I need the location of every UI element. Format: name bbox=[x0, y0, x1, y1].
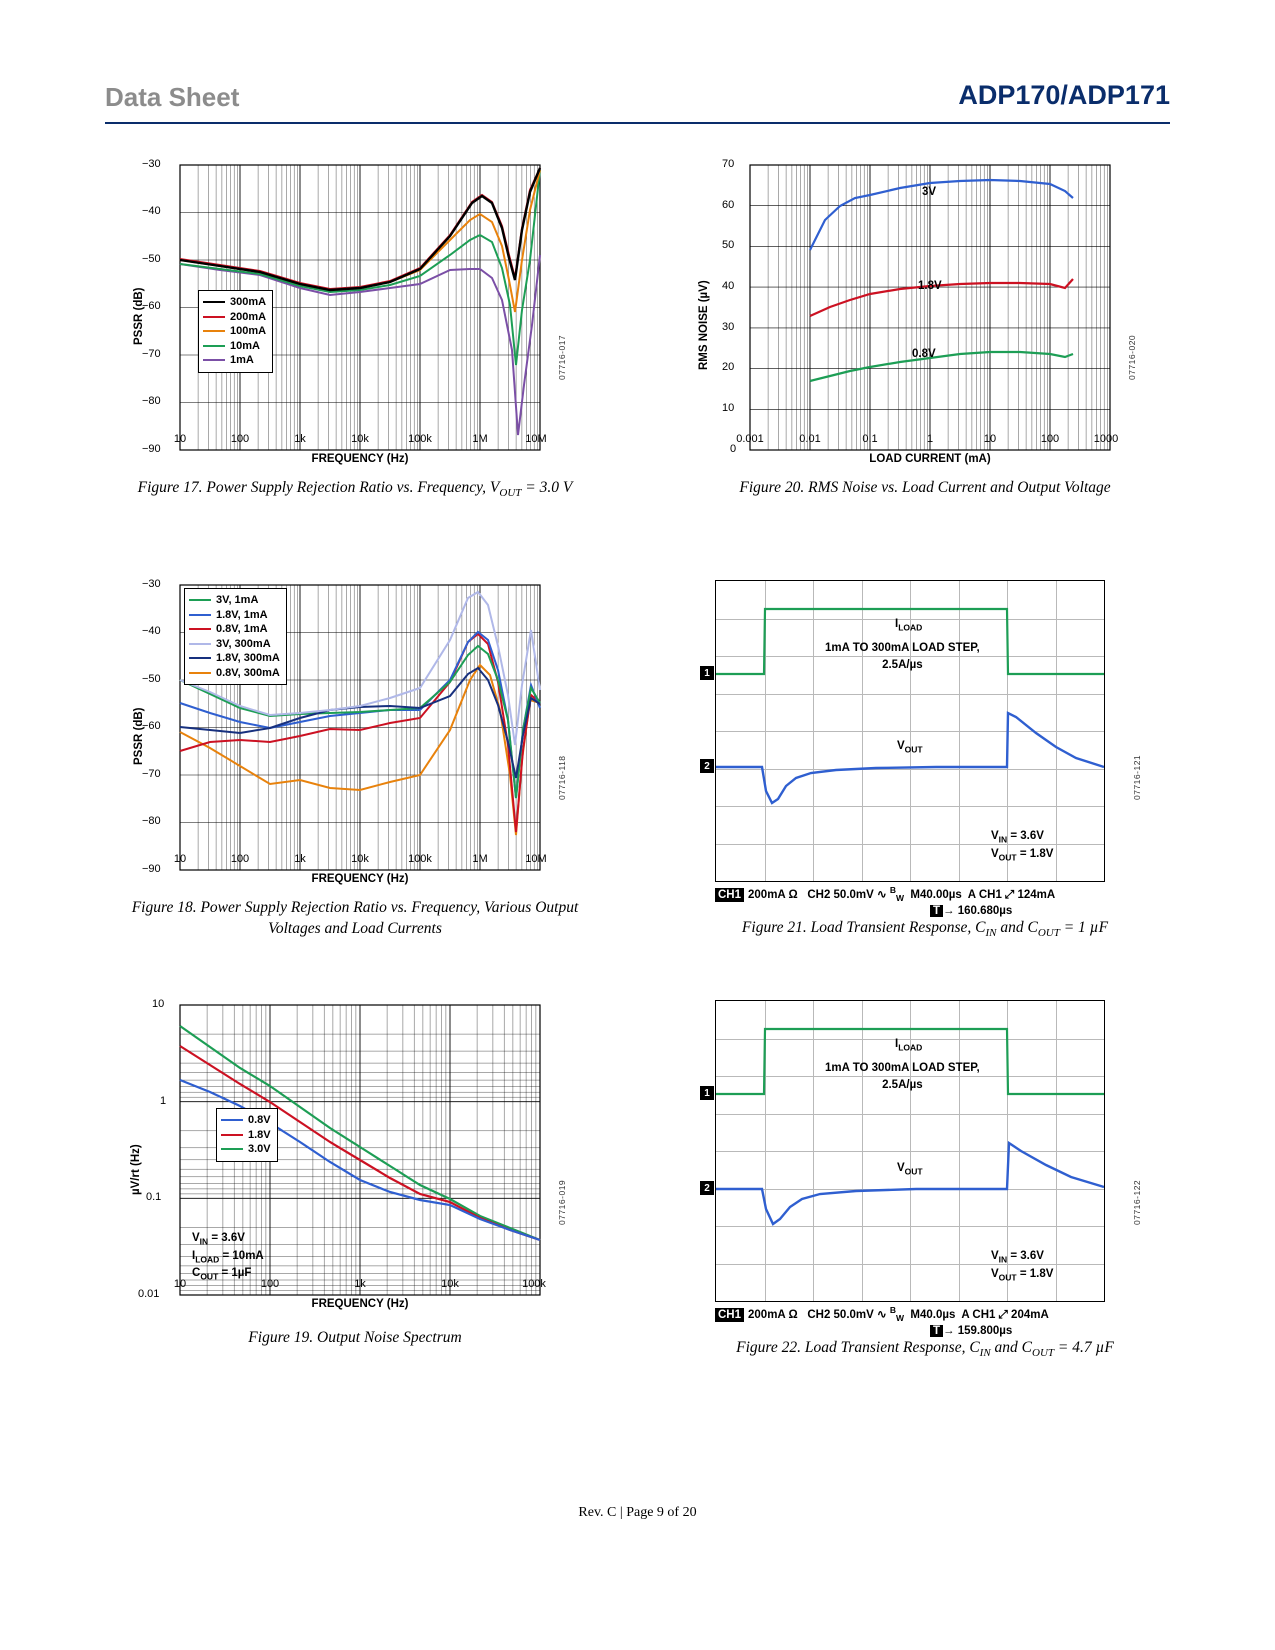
figure-22-ch1-badge: CH1 bbox=[715, 1308, 744, 1322]
figure-20-plot: RMS NOISE (µV) LOAD CURRENT (mA) 70 60 50 40 30 20 10 0 0.001 0.01 0.1 1 10 100 1000 3V 1.8V 0.8V 07716-020 bbox=[690, 150, 1160, 470]
figure-21-vout-label: $V_{OUT}$ bbox=[897, 740, 923, 755]
figure-18-legend: 3V, 1mA 1.8V, 1mA 0.8V, 1mA 3V, 300mA 1.8V, 300mA 0.8V, 300mA bbox=[184, 588, 287, 685]
figure-22-conditions: $V_{IN} = 3.6V$ $V_{OUT} = 1.8V$ bbox=[991, 1250, 1054, 1282]
figure-17-svg bbox=[120, 150, 590, 470]
figure-22-marker-1: 1 bbox=[700, 1086, 714, 1100]
figure-19-code: 07716-019 bbox=[557, 1179, 567, 1225]
figure-18-plot: PSSR (dB) FREQUENCY (Hz) −30 −40 −50 −60 −70 −80 −90 10 100 1k 10k 100k 1M 10M 3V, 1mA 1.8V, 1mA 0.8V, 1mA 3V, 300mA 1.8V, 300mA 0.8V, 300mA 07716-118 bbox=[120, 570, 590, 890]
page-footer: Rev. C | Page 9 of 20 bbox=[578, 1505, 697, 1520]
figure-18 bbox=[120, 570, 590, 970]
figure-20-svg bbox=[690, 150, 1160, 470]
document-type-label: Data Sheet bbox=[105, 82, 240, 112]
figure-22-scope-readout: CH1 200mA Ω CH2 50.0mV ∿ $^B_W$ M40.0µs A CH1 ⤢ 204mA T → 159.800µs bbox=[715, 1305, 1115, 1337]
figure-22-marker-2: 2 bbox=[700, 1181, 714, 1195]
figure-20-code: 07716-020 bbox=[1127, 334, 1137, 380]
figure-21-step-note: 1mA TO 300mA LOAD STEP, 2.5A/µs bbox=[825, 642, 980, 671]
figure-19-xlabel: FREQUENCY (Hz) bbox=[311, 1298, 409, 1310]
figure-19-plot: µV/rt (Hz) FREQUENCY (Hz) 10 1 0.1 0.01 10 100 1k 10k 100k 0.8V 1.8V 3.0V $V_{IN} = 3.6V$ $I_{LOAD} = 10mA$ $C_{OUT} = 1\mu F$ 07716-019 bbox=[120, 990, 590, 1320]
figure-21-scope-readout: CH1 200mA Ω CH2 50.0mV ∿ $^B_W$ M40.00µs A CH1 ⤢ 124mA T → 160.680µs bbox=[715, 885, 1115, 917]
figure-20-annotation-1p8v: 1.8V bbox=[918, 280, 942, 292]
figure-17-legend: 300mA 200mA 100mA 10mA 1mA bbox=[198, 290, 273, 373]
figure-20-xlabel: LOAD CURRENT (mA) bbox=[869, 453, 991, 465]
figure-21-marker-2: 2 bbox=[700, 759, 714, 773]
page-header bbox=[105, 82, 1170, 124]
figure-17 bbox=[120, 150, 590, 520]
figure-19-legend: 0.8V 1.8V 3.0V bbox=[216, 1108, 278, 1162]
figure-20-caption: Figure 20. RMS Noise vs. Load Current and Output Voltage bbox=[739, 479, 1111, 496]
part-number-title: ADP170/ADP171 bbox=[958, 80, 1170, 110]
figure-20-annotation-3v: 3V bbox=[922, 186, 937, 198]
figure-20-ylabel: RMS NOISE (µV) bbox=[698, 280, 710, 370]
figure-22 bbox=[690, 990, 1160, 1370]
figure-22-vout-label: $V_{OUT}$ bbox=[897, 1162, 923, 1177]
figure-22-step-note: 1mA TO 300mA LOAD STEP, 2.5A/µs bbox=[825, 1062, 980, 1091]
figure-18-code: 07716-118 bbox=[557, 755, 567, 800]
figure-22-iload-label: $I_{LOAD}$ bbox=[895, 1038, 923, 1053]
figure-18-xlabel: FREQUENCY (Hz) bbox=[311, 873, 409, 885]
figure-17-plot: PSSR (dB) FREQUENCY (Hz) −30 −40 −50 −60 −70 −80 −90 10 100 1k 10k 100k 1M 10M 300mA 200mA 100mA 10mA 1mA 07716-017 bbox=[120, 150, 590, 470]
figure-18-ylabel: PSSR (dB) bbox=[133, 707, 145, 765]
figure-20 bbox=[690, 150, 1160, 520]
figure-22-caption: Figure 22. Load Transient Response, $C_{IN}$ and $C_{OUT} = 4.7$ µF bbox=[736, 1339, 1114, 1360]
figure-22-code: 07716-122 bbox=[1132, 1179, 1142, 1225]
figure-21 bbox=[690, 570, 1160, 970]
figure-19-ylabel: µV/rt (Hz) bbox=[130, 1144, 142, 1195]
figure-19-conditions: $V_{IN} = 3.6V$ $I_{LOAD} = 10mA$ $C_{OUT} = 1\mu F$ bbox=[192, 1232, 264, 1282]
figure-19-svg bbox=[120, 990, 590, 1320]
figure-21-ch1-badge: CH1 bbox=[715, 888, 744, 902]
figure-20-annotation-0p8v: 0.8V bbox=[912, 348, 936, 360]
figure-18-caption: Figure 18. Power Supply Rejection Ratio vs. Frequency, Various Output Voltages and Load Currents bbox=[131, 899, 579, 937]
figure-21-iload-label: $I_{LOAD}$ bbox=[895, 618, 923, 633]
figure-17-ylabel: PSSR (dB) bbox=[133, 287, 145, 345]
header-rule bbox=[105, 122, 1170, 124]
figure-21-caption: Figure 21. Load Transient Response, $C_{IN}$ and $C_{OUT} = 1$ µF bbox=[741, 919, 1109, 940]
figure-21-code: 07716-121 bbox=[1132, 754, 1142, 800]
figure-17-caption: Figure 17. Power Supply Rejection Ratio vs. Frequency, $V_{OUT} = 3.0$ V bbox=[137, 479, 573, 500]
figure-17-xlabel: FREQUENCY (Hz) bbox=[311, 453, 409, 465]
figure-19-caption: Figure 19. Output Noise Spectrum bbox=[248, 1329, 462, 1346]
figure-21-conditions: $V_{IN} = 3.6V$ $V_{OUT} = 1.8V$ bbox=[991, 830, 1054, 862]
figure-17-code: 07716-017 bbox=[557, 334, 567, 380]
figure-19 bbox=[120, 990, 590, 1370]
figure-21-marker-1: 1 bbox=[700, 666, 714, 680]
